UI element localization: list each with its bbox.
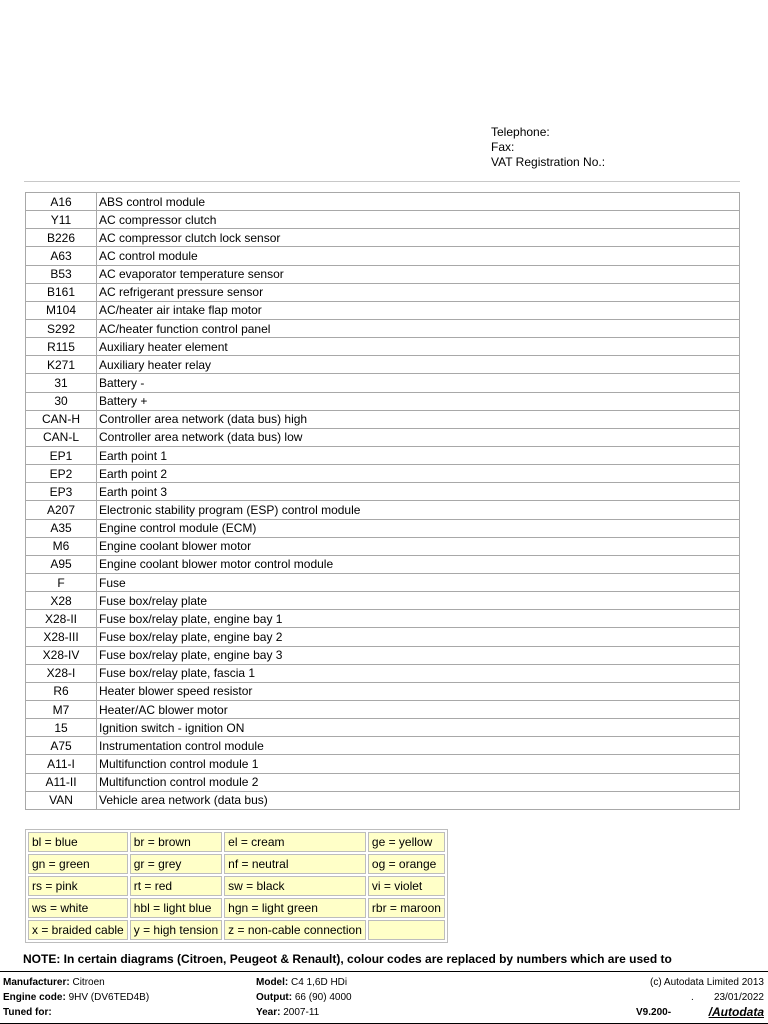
colour-code-cell: hgn = light green	[224, 898, 366, 918]
footer-row-2	[0, 991, 768, 1005]
component-description: Fuse box/relay plate, engine bay 2	[97, 628, 740, 646]
component-code: 31	[26, 374, 97, 392]
colour-code-cell	[368, 920, 445, 940]
table-row	[26, 573, 740, 591]
table-row	[26, 628, 740, 646]
legend-row	[28, 920, 445, 940]
component-description: Earth point 3	[97, 483, 740, 501]
component-description: Fuse box/relay plate, fascia 1	[97, 664, 740, 682]
component-description: Battery +	[97, 392, 740, 410]
colour-code-cell: rs = pink	[28, 876, 128, 896]
component-code: B161	[26, 283, 97, 301]
colour-code-cell: vi = violet	[368, 876, 445, 896]
table-row	[26, 356, 740, 374]
component-description: Auxiliary heater element	[97, 338, 740, 356]
component-code: A11-II	[26, 773, 97, 791]
year-field	[256, 1006, 319, 1020]
engine-code-value: 9HV (DV6TED4B)	[68, 992, 150, 1003]
component-description: Earth point 2	[97, 465, 740, 483]
component-code: 30	[26, 392, 97, 410]
legend-row	[28, 898, 445, 918]
component-description: Engine control module (ECM)	[97, 519, 740, 537]
manufacturer-field	[3, 976, 105, 990]
component-table	[25, 192, 740, 810]
table-row	[26, 265, 740, 283]
print-date: 23/01/2022	[713, 992, 764, 1003]
component-code: M104	[26, 301, 97, 319]
component-code: A75	[26, 737, 97, 755]
model-field	[256, 976, 347, 990]
tuned-for-label: Tuned for:	[3, 1007, 52, 1018]
component-code: X28-III	[26, 628, 97, 646]
component-description: Fuse box/relay plate	[97, 592, 740, 610]
colour-code-note: NOTE: In certain diagrams (Citroen, Peugeot & Renault), colour codes are replaced by numbers which are used to	[23, 952, 672, 966]
component-description: AC compressor clutch	[97, 211, 740, 229]
component-description: AC evaporator temperature sensor	[97, 265, 740, 283]
component-description: AC control module	[97, 247, 740, 265]
tuned-for-field	[3, 1006, 52, 1020]
autodata-logo: /Autodata	[708, 1005, 764, 1019]
year-value: 2007-11	[283, 1007, 320, 1018]
component-description: AC refrigerant pressure sensor	[97, 283, 740, 301]
component-code: A11-I	[26, 755, 97, 773]
component-code: A35	[26, 519, 97, 537]
model-value: C4 1,6D HDi	[291, 977, 348, 988]
colour-code-cell: y = high tension	[130, 920, 222, 940]
component-code: B226	[26, 229, 97, 247]
component-description: Fuse	[97, 573, 740, 591]
legend-row	[28, 832, 445, 852]
output-value: 66 (90) 4000	[294, 992, 352, 1003]
component-description: Auxiliary heater relay	[97, 356, 740, 374]
output-field	[256, 991, 352, 1005]
version-text: V9.200-	[636, 1007, 672, 1018]
footer	[0, 971, 768, 1024]
output-label: Output:	[256, 992, 293, 1003]
component-code: X28-II	[26, 610, 97, 628]
component-description: Fuse box/relay plate, engine bay 3	[97, 646, 740, 664]
engine-code-field	[3, 991, 149, 1005]
colour-code-cell: br = brown	[130, 832, 222, 852]
table-row	[26, 737, 740, 755]
component-description: Multifunction control module 2	[97, 773, 740, 791]
table-row	[26, 483, 740, 501]
table-row	[26, 211, 740, 229]
engine-code-label: Engine code:	[3, 992, 66, 1003]
component-code: A63	[26, 247, 97, 265]
component-code: X28	[26, 592, 97, 610]
table-row	[26, 537, 740, 555]
component-code: M7	[26, 700, 97, 718]
table-row	[26, 519, 740, 537]
copyright-text: (c) Autodata Limited 2013	[650, 977, 764, 988]
table-row	[26, 446, 740, 464]
table-row	[26, 319, 740, 337]
table-row	[26, 193, 740, 211]
component-code: F	[26, 573, 97, 591]
component-code: 15	[26, 719, 97, 737]
component-code: S292	[26, 319, 97, 337]
component-description: Earth point 1	[97, 446, 740, 464]
component-code: R115	[26, 338, 97, 356]
component-code: A207	[26, 501, 97, 519]
component-code: EP1	[26, 446, 97, 464]
component-description: AC/heater function control panel	[97, 319, 740, 337]
table-row	[26, 719, 740, 737]
colour-code-cell: rt = red	[130, 876, 222, 896]
manufacturer-label: Manufacturer:	[3, 977, 70, 988]
footer-row-1	[0, 976, 768, 990]
table-row	[26, 646, 740, 664]
component-code: CAN-L	[26, 428, 97, 446]
component-description: Controller area network (data bus) high	[97, 410, 740, 428]
colour-code-legend-body	[28, 832, 445, 940]
colour-code-legend	[25, 829, 448, 943]
table-row	[26, 338, 740, 356]
colour-code-cell: hbl = light blue	[130, 898, 222, 918]
table-row	[26, 664, 740, 682]
component-description: Heater/AC blower motor	[97, 700, 740, 718]
component-code: X28-I	[26, 664, 97, 682]
table-row	[26, 247, 740, 265]
legend-row	[28, 876, 445, 896]
component-code: A95	[26, 555, 97, 573]
component-description: Electronic stability program (ESP) control module	[97, 501, 740, 519]
colour-code-cell: gr = grey	[130, 854, 222, 874]
colour-code-cell: sw = black	[224, 876, 366, 896]
vat-label: VAT Registration No.:	[491, 155, 606, 169]
colour-code-cell: nf = neutral	[224, 854, 366, 874]
component-description: AC/heater air intake flap motor	[97, 301, 740, 319]
colour-code-cell: ge = yellow	[368, 832, 445, 852]
component-description: Fuse box/relay plate, engine bay 1	[97, 610, 740, 628]
component-code: Y11	[26, 211, 97, 229]
component-description: Multifunction control module 1	[97, 755, 740, 773]
footer-row-3	[0, 1006, 768, 1020]
table-row	[26, 301, 740, 319]
fax-label: Fax:	[491, 140, 515, 154]
table-row	[26, 465, 740, 483]
top-divider	[24, 181, 740, 182]
component-description: Heater blower speed resistor	[97, 682, 740, 700]
component-code: R6	[26, 682, 97, 700]
footer-dot: .	[691, 992, 694, 1003]
colour-code-cell: z = non-cable connection	[224, 920, 366, 940]
model-label: Model:	[256, 977, 289, 988]
component-description: Battery -	[97, 374, 740, 392]
component-code: K271	[26, 356, 97, 374]
component-description: Engine coolant blower motor	[97, 537, 740, 555]
component-table-body	[26, 193, 740, 810]
table-row	[26, 773, 740, 791]
component-code: EP2	[26, 465, 97, 483]
component-description: Ignition switch - ignition ON	[97, 719, 740, 737]
table-row	[26, 592, 740, 610]
table-row	[26, 229, 740, 247]
table-row	[26, 755, 740, 773]
component-code: B53	[26, 265, 97, 283]
component-code: M6	[26, 537, 97, 555]
colour-code-cell: bl = blue	[28, 832, 128, 852]
table-row	[26, 791, 740, 809]
component-description: AC compressor clutch lock sensor	[97, 229, 740, 247]
table-row	[26, 555, 740, 573]
component-code: X28-IV	[26, 646, 97, 664]
colour-code-cell: el = cream	[224, 832, 366, 852]
component-code: A16	[26, 193, 97, 211]
component-description: Vehicle area network (data bus)	[97, 791, 740, 809]
legend-row	[28, 854, 445, 874]
component-code: VAN	[26, 791, 97, 809]
colour-code-cell: ws = white	[28, 898, 128, 918]
colour-code-cell: og = orange	[368, 854, 445, 874]
colour-code-cell: x = braided cable	[28, 920, 128, 940]
table-row	[26, 410, 740, 428]
colour-code-cell: rbr = maroon	[368, 898, 445, 918]
table-row	[26, 283, 740, 301]
component-description: ABS control module	[97, 193, 740, 211]
contact-block	[491, 125, 605, 170]
table-row	[26, 392, 740, 410]
table-row	[26, 428, 740, 446]
table-row	[26, 682, 740, 700]
table-row	[26, 610, 740, 628]
table-row	[26, 501, 740, 519]
component-description: Controller area network (data bus) low	[97, 428, 740, 446]
table-row	[26, 700, 740, 718]
telephone-label: Telephone:	[491, 125, 550, 139]
table-row	[26, 374, 740, 392]
component-description: Engine coolant blower motor control module	[97, 555, 740, 573]
year-label: Year:	[256, 1007, 281, 1018]
component-code: CAN-H	[26, 410, 97, 428]
manufacturer-value: Citroen	[72, 977, 105, 988]
colour-code-cell: gn = green	[28, 854, 128, 874]
component-code: EP3	[26, 483, 97, 501]
component-description: Instrumentation control module	[97, 737, 740, 755]
